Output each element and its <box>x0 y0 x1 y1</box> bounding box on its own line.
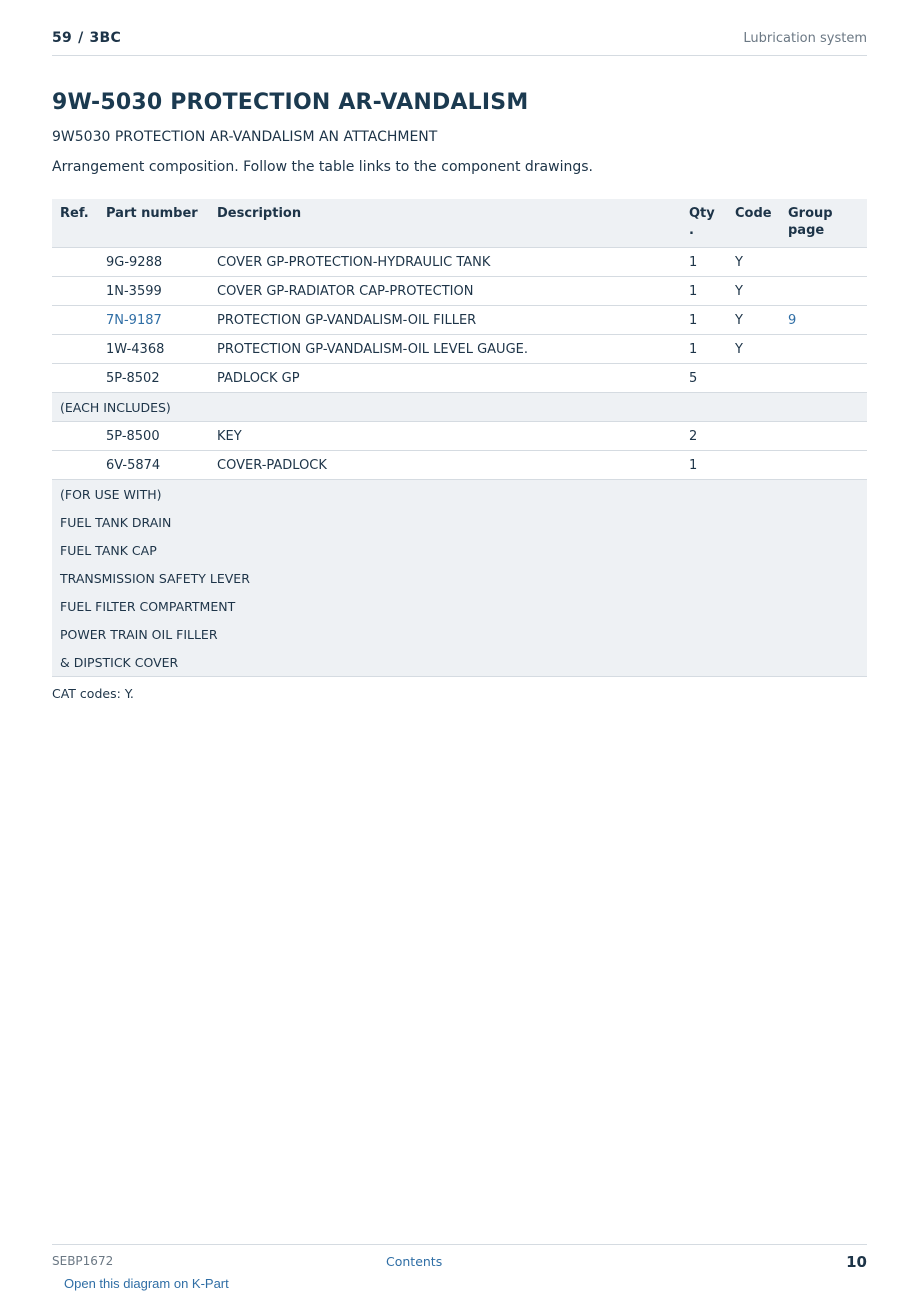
header-group-page: Group page <box>780 199 867 248</box>
cell-code: Y <box>727 335 780 364</box>
header-description: Description <box>209 199 681 248</box>
page-header <box>52 28 867 56</box>
section-name: Lubrication system <box>743 31 867 46</box>
cell-part-number: 1W-4368 <box>98 335 209 364</box>
cell-part-number <box>98 306 209 335</box>
cell-ref <box>52 451 98 480</box>
cell-group-page <box>780 277 867 306</box>
intro-text: Arrangement composition. Follow the table links to the component drawings. <box>52 159 593 175</box>
cell-description: PROTECTION GP-VANDALISM-OIL LEVEL GAUGE. <box>209 335 681 364</box>
note-each-includes: (EACH INCLUDES) <box>52 393 867 422</box>
cell-description: PADLOCK GP <box>209 364 681 393</box>
cell-qty: 1 <box>681 277 727 306</box>
cell-part-number: 9G-9288 <box>98 248 209 277</box>
table-row <box>52 364 867 393</box>
part-number-link[interactable]: 7N-9187 <box>106 312 162 328</box>
header-qty: Qty . <box>681 199 727 248</box>
open-kpart-link[interactable]: Open this diagram on K-Part <box>64 1276 229 1291</box>
breadcrumb-separator: / <box>78 30 84 46</box>
note-row <box>52 536 867 564</box>
note-row <box>52 393 867 422</box>
breadcrumb <box>52 30 121 46</box>
cell-qty: 1 <box>681 335 727 364</box>
parts-table <box>52 199 867 677</box>
cell-group-page <box>780 335 867 364</box>
document-id: SEBP1672 <box>52 1254 114 1268</box>
header-code: Code <box>727 199 780 248</box>
note-row <box>52 564 867 592</box>
cell-code <box>727 451 780 480</box>
note-row <box>52 480 867 509</box>
note-for-use-with: (FOR USE WITH) <box>52 480 867 509</box>
note-transmission-safety-lever: TRANSMISSION SAFETY LEVER <box>52 564 867 592</box>
cell-code <box>727 364 780 393</box>
cell-part-number: 6V-5874 <box>98 451 209 480</box>
cell-group-page <box>780 451 867 480</box>
cell-qty: 1 <box>681 248 727 277</box>
cell-qty: 1 <box>681 451 727 480</box>
header-part-number: Part number <box>98 199 209 248</box>
note-fuel-filter-compartment: FUEL FILTER COMPARTMENT <box>52 592 867 620</box>
cell-code: Y <box>727 248 780 277</box>
table-header-row <box>52 199 867 248</box>
cell-qty: 1 <box>681 306 727 335</box>
cell-part-number: 5P-8502 <box>98 364 209 393</box>
cell-qty: 2 <box>681 422 727 451</box>
note-row <box>52 592 867 620</box>
cell-group-page <box>780 248 867 277</box>
cell-description: COVER-PADLOCK <box>209 451 681 480</box>
note-row <box>52 508 867 536</box>
page-subtitle: 9W5030 PROTECTION AR-VANDALISM AN ATTACHMENT <box>52 129 438 145</box>
note-dipstick-cover: & DIPSTICK COVER <box>52 648 867 677</box>
cell-code: Y <box>727 277 780 306</box>
cell-ref <box>52 306 98 335</box>
cell-description: COVER GP-PROTECTION-HYDRAULIC TANK <box>209 248 681 277</box>
table-row <box>52 277 867 306</box>
cell-ref <box>52 422 98 451</box>
table-row <box>52 248 867 277</box>
table-row <box>52 306 867 335</box>
cell-group-page <box>780 364 867 393</box>
cell-group-page <box>780 306 867 335</box>
cell-code: Y <box>727 306 780 335</box>
note-power-train-oil-filler: POWER TRAIN OIL FILLER <box>52 620 867 648</box>
note-fuel-tank-drain: FUEL TANK DRAIN <box>52 508 867 536</box>
page-footer <box>52 1244 867 1275</box>
cell-description: KEY <box>209 422 681 451</box>
page-ref: 59 <box>52 30 73 46</box>
cell-ref <box>52 277 98 306</box>
cell-group-page <box>780 422 867 451</box>
note-fuel-tank-cap: FUEL TANK CAP <box>52 536 867 564</box>
cell-part-number: 1N-3599 <box>98 277 209 306</box>
page-number: 10 <box>846 1253 867 1271</box>
cell-ref <box>52 364 98 393</box>
cell-description: PROTECTION GP-VANDALISM-OIL FILLER <box>209 306 681 335</box>
header-ref: Ref. <box>52 199 98 248</box>
contents-link[interactable]: Contents <box>386 1254 443 1269</box>
table-row <box>52 422 867 451</box>
note-row <box>52 648 867 677</box>
cell-description: COVER GP-RADIATOR CAP-PROTECTION <box>209 277 681 306</box>
cell-ref <box>52 248 98 277</box>
table-row <box>52 451 867 480</box>
note-row <box>52 620 867 648</box>
group-code: 3BC <box>89 30 122 46</box>
table-row <box>52 335 867 364</box>
group-page-link[interactable]: 9 <box>788 312 797 328</box>
cell-code <box>727 422 780 451</box>
page-title: 9W-5030 PROTECTION AR-VANDALISM <box>52 90 529 115</box>
cat-codes: CAT codes: Y. <box>52 686 134 701</box>
cell-part-number: 5P-8500 <box>98 422 209 451</box>
cell-ref <box>52 335 98 364</box>
cell-qty: 5 <box>681 364 727 393</box>
